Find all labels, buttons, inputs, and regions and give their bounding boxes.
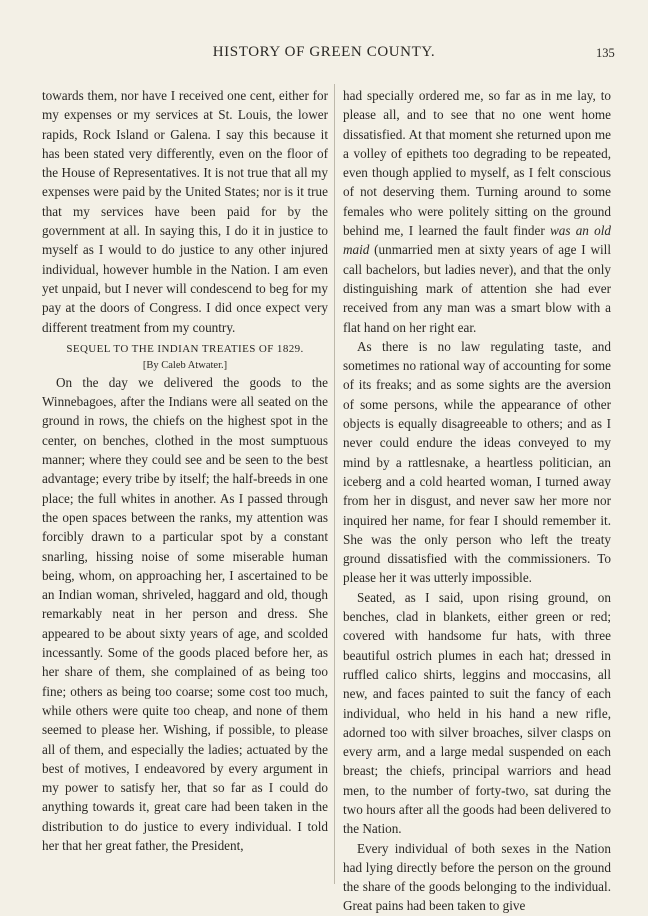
section-heading: SEQUEL TO THE INDIAN TREATIES OF 1829. [66, 342, 304, 355]
paragraph-continuation: towards them, nor have I received one cent, either for my expenses or my services at St. Louis, the lower rapids, Rock Island or Galena. I say this because it has been stated very differently, even on the floor of the House of Representatives. It is not true that all my expenses were paid by the United States; nor is it true that my services have been paid for by the government at all. In saying this, I do it in justice to myself as I would to do justice to any other injured individual, however humble in the Nation. I am even yet unpaid, but I never will condescend to beg for my pay at the doors of Congress. I did once expect very different treatment from my country. [42, 88, 328, 335]
left-column [42, 86, 328, 896]
paragraph: As there is no law regulating taste, and sometimes no rational way of accounting for some of its freaks; and as some sights are the aversion of some persons, while the appearance of other objects is equally disagreeable to others; and as I never could endure the ideas conveyed to my mind by a rattlesnake, a heartless politician, an iceberg and a cold hearted woman, I turned away from her in disgust, and never saw her more nor inquired her name, for fear I should remember it. She was the only person who left the treaty ground dissatisfied with the commissioners. To please her it was utterly impossible. [343, 338, 611, 586]
column-divider [334, 84, 335, 884]
italic-phrase: was an old maid [343, 223, 611, 258]
right-column [343, 86, 611, 914]
text-run: had specially ordered me, so far as in me lay, to please all, and to see that no one went home dissatisfied. At that moment she returned upon me a volley of epithets too degrading to be repeated, even though applied to myself, as I felt conscious of not deserving them. Turning around to some females who were politely sitting on the ground behind me, I learned the fault finder [343, 88, 611, 239]
paragraph: Every individual of both sexes in the Nation had lying directly before the person on the ground the share of the goods belonging to the individual. Great pains had been taken to give [343, 840, 611, 914]
page-number: 135 [596, 46, 615, 60]
paragraph-continuation [343, 86, 611, 337]
byline: [By Caleb Atwater.] [142, 359, 228, 371]
paragraph: On the day we delivered the goods to the Winnebagoes, after the Indians were all seated on the ground in rows, the chiefs on the highest spot in the center, on benches, clothed in the most sumptuous manner; where they could see and be seen to the best advantage; every tribe by itself; the half-breeds in one place; the full whites in another. As I passed through the open spaces between the ranks, my attention was forcibly drawn to a particular spot by a constant snarling, hissing noise of some miserable human being, whom, on approaching her, I ascertained to be an Indian woman, shriveled, haggard and old, though remarkably neat in her person and dress. She appeared to be about sixty years of age, and scolded incessantly. Some of the goods placed before her, as her share of them, she complained of as being too fine; others as being too coarse; some cost too much, while others were quite too cheap, and none of them seemed to please her. Wishing, if possible, to please all of them, and especially the ladies; actuated by the best of motives, I endeavored by every argument in my power to satisfy her, that so far as I could do anything towards it, great care had been taken in the distribution to do justice to every individual. I told her that her great father, the President, [42, 374, 328, 853]
paragraph: Seated, as I said, upon rising ground, on benches, clad in blankets, either green or red; covered with handsome fur hats, with three beautiful ostrich plumes in each hat; dressed in ruffled calico shirts, leggins and moccasins, all new, and faces painted to suit the fancy of each individual, who held in his hand a new rifle, adorned too with silver broaches, silver clasps on every arm, and a large medal suspended on each breast; the chiefs, principal warriors and head men, to the number of forty-two, sat during the two hours after all the goods had been delivered to the Nation. [343, 589, 611, 837]
text-run: (unmarried men at sixty years of age I will call bachelors, but ladies never), and that the only distinguishing mark of attention she had ever received from any man was a smart blow with a flat hand on her right ear. [343, 242, 611, 335]
running-head: HISTORY OF GREEN COUNTY. [212, 44, 436, 60]
